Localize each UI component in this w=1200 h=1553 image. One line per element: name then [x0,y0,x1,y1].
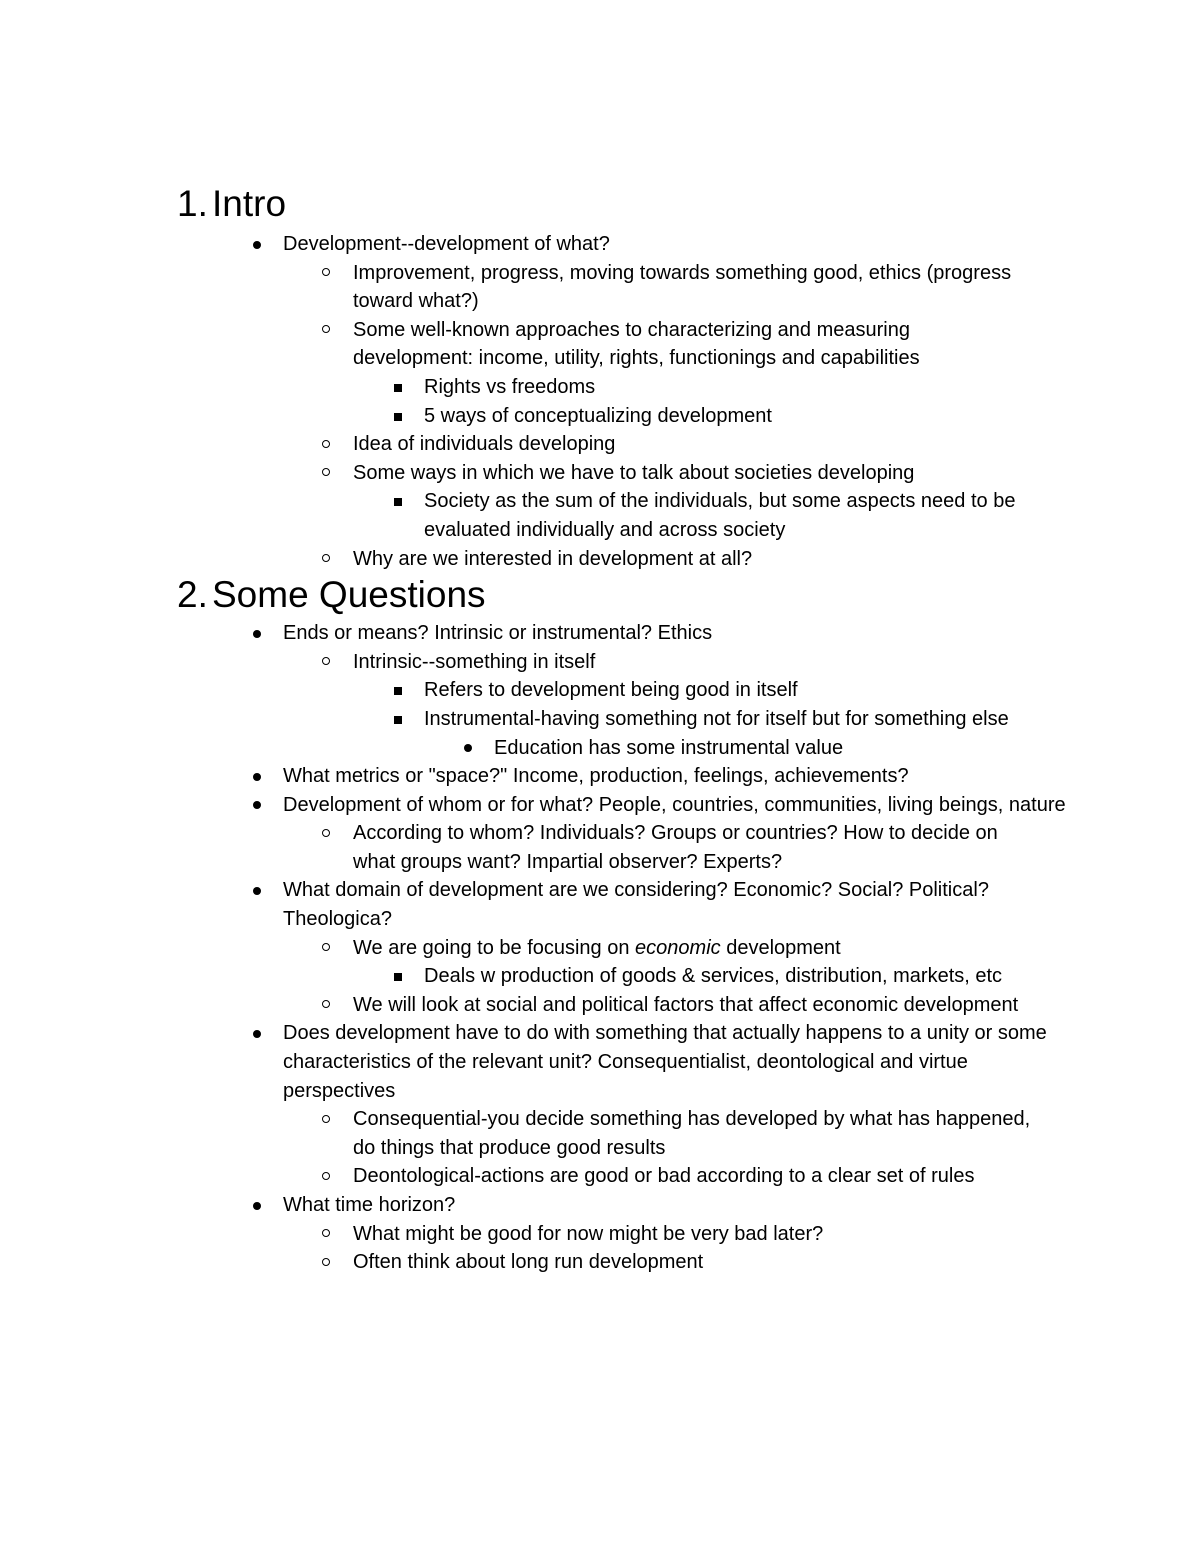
bullet-circle-icon [322,1115,330,1123]
list-item-text: What time horizon? [283,1194,456,1216]
bullet-square-icon [394,384,402,392]
bullet-disc-icon [253,887,261,895]
document-body [0,182,1200,1277]
list-item [353,819,1033,876]
list-item [353,934,1033,963]
list-item-text: Intrinsic--something in itself [353,650,596,673]
list-item-text: 5 ways of conceptualizing development [424,404,772,427]
list-item [283,230,1083,259]
section-title: Intro [212,183,287,224]
list-item [283,619,1083,648]
text-run: development [720,936,841,959]
section-number: 1. [177,183,208,224]
section-number: 2. [177,574,208,616]
list-item-text: Improvement, progress, moving towards something good, ethics (progress toward what?) [353,261,1012,313]
list-item-text: Idea of individuals developing [353,433,616,456]
bullet-circle-icon [322,1229,330,1237]
list-item-text: Rights vs freedoms [424,375,596,398]
list-item [283,791,1083,820]
list-item-text: What metrics or "space?" Income, production, feelings, achievements? [283,765,909,788]
list-item-text: Some ways in which we have to talk about societies developing [353,461,915,484]
bullet-square-icon [394,413,402,421]
list-item-text: Deals w production of goods & services, distribution, markets, etc [424,965,1003,988]
list-item-text [353,937,841,959]
text-run: We are going to be focusing on [353,936,636,959]
section-heading-some-questions [0,573,1200,617]
list-item-text: Development of whom or for what? People, countries, communities, living beings, nature [283,793,1066,816]
list-item [424,705,1064,734]
bullet-circle-icon [322,325,330,333]
list-item-text: Instrumental-having something not for itself but for something else [424,707,1009,730]
bullet-circle-icon [322,554,330,562]
list-item [283,762,1083,791]
list-item-text: Why are we interested in development at all? [353,547,753,570]
bullet-disc-icon [253,1202,261,1210]
list-item [424,962,1064,991]
list-item [353,545,1033,574]
list-item [353,430,1033,459]
list-item [424,487,1064,544]
bullet-square-icon [394,973,402,981]
list-item [424,373,1064,402]
bullet-disc-icon [253,241,261,249]
list-item-text: Development--development of what? [283,233,610,255]
list-item-text: Education has some instrumental value [494,736,844,759]
list-item-text: What domain of development are we considering? Economic? Social? Political? Theologica? [283,879,989,931]
bullet-square-icon [394,716,402,724]
bullet-circle-icon [322,829,330,837]
bullet-circle-icon [322,657,330,665]
list-item-text: Refers to development being good in itself [424,679,798,702]
list-item [353,459,1033,488]
bullet-circle-icon [322,943,330,951]
list-item [353,648,1033,677]
bullet-circle-icon [322,268,330,276]
list-item [353,259,1033,316]
bullet-square-icon [394,498,402,506]
list-item-text: What might be good for now might be very bad later? [353,1222,824,1245]
list-item [494,734,1094,763]
list-item [283,1019,1083,1105]
list-item [283,1191,1083,1220]
bullet-square-icon [394,687,402,695]
list-item [424,676,1064,705]
list-item-text: Does development have to do with something that actually happens to a unity or some characteristics of the relevant unit? Consequentialist, deontological and virtue perspectives [283,1022,1047,1102]
bullet-circle-icon [322,440,330,448]
list-item [424,402,1064,431]
list-item-text: We will look at social and political factors that affect economic development [353,993,1019,1016]
bullet-disc-icon [253,801,261,809]
list-item [353,316,1033,373]
bullet-circle-icon [322,1258,330,1266]
list-item-text: Deontological-actions are good or bad according to a clear set of rules [353,1165,975,1188]
emphasis-text: economic [635,936,721,959]
list-item-text: Ends or means? Intrinsic or instrumental? Ethics [283,622,713,645]
list-item-text: Some well-known approaches to characterizing and measuring development: income, utility, rights, functionings and capabilities [353,318,920,370]
list-item [353,1162,1033,1191]
bullet-disc-icon [253,773,261,781]
section-title: Some Questions [212,574,486,616]
bullet-disc-icon [464,744,472,752]
list-item-text: According to whom? Individuals? Groups or countries? How to decide on what groups want? Impartial observer? Experts? [353,822,998,873]
list-item [353,1248,1033,1277]
bullet-circle-icon [322,1000,330,1008]
list-item [283,876,1083,933]
bullet-circle-icon [322,1172,330,1180]
list-item-text: Consequential-you decide something has developed by what has happened, do things that produce good results [353,1108,1031,1159]
bullet-disc-icon [253,1030,261,1038]
section-heading-intro [0,182,1200,226]
list-item [353,1220,1033,1249]
bullet-circle-icon [322,468,330,476]
list-item-text: Often think about long run development [353,1251,704,1274]
list-item [353,991,1033,1020]
list-item-text: Society as the sum of the individuals, but some aspects need to be evaluated individually and across society [424,490,1016,541]
bullet-disc-icon [253,630,261,638]
list-item [353,1105,1033,1162]
